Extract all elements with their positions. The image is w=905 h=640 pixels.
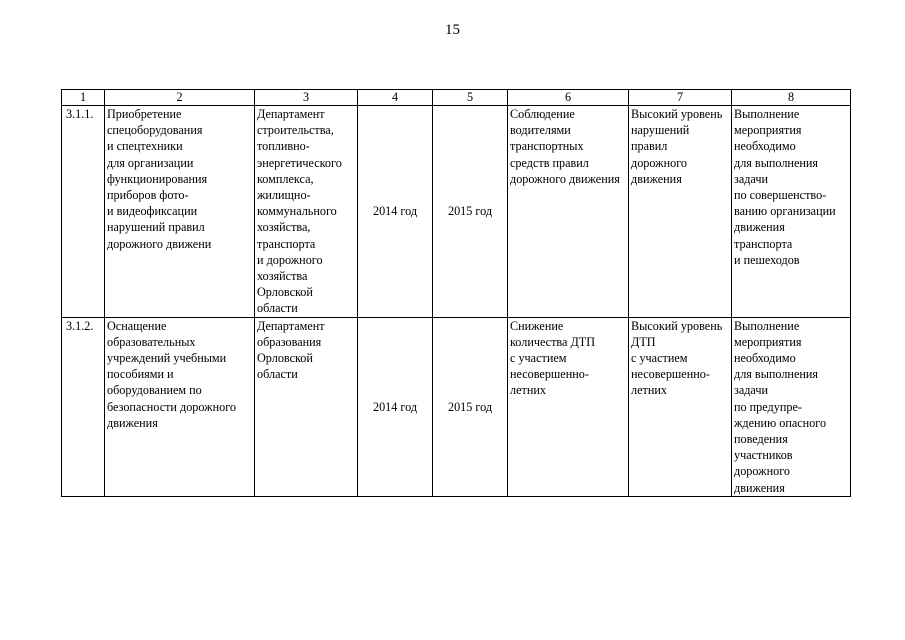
activity-number: 3.1.2.	[62, 317, 105, 496]
column-header: 3	[255, 90, 358, 106]
column-header: 2	[105, 90, 255, 106]
activity-name: Приобретение спецоборудования и спецтехники для организации функционирования приборов фото- и видеофиксации нарушений правил дорожного движени	[105, 106, 255, 318]
table-row	[62, 106, 851, 318]
activity-number: 3.1.1.	[62, 106, 105, 318]
column-number-row	[62, 90, 851, 106]
activity-name: Оснащение образовательных учреждений учебными пособиями и оборудованием по безопасности дорожного движения	[105, 317, 255, 496]
expected-result: Соблюдение водителями транспортных средств правил дорожного движения	[508, 106, 629, 318]
responsible-executor: Департамент образования Орловской области	[255, 317, 358, 496]
column-header: 6	[508, 90, 629, 106]
end-year: 2015 год	[433, 106, 508, 318]
table-row	[62, 317, 851, 496]
task-link: Выполнение мероприятия необходимо для выполнения задачи по предупре- ждению опасного поведения участников дорожного движения	[732, 317, 851, 496]
column-header: 7	[629, 90, 732, 106]
column-header: 4	[358, 90, 433, 106]
column-header: 1	[62, 90, 105, 106]
end-year: 2015 год	[433, 317, 508, 496]
non-implementation-consequence: Высокий уровень нарушений правил дорожного движения	[629, 106, 732, 318]
start-year: 2014 год	[358, 106, 433, 318]
expected-result: Снижение количества ДТП с участием несовершенно- летних	[508, 317, 629, 496]
start-year: 2014 год	[358, 317, 433, 496]
column-header: 8	[732, 90, 851, 106]
page-number: 15	[445, 22, 460, 38]
task-link: Выполнение мероприятия необходимо для выполнения задачи по совершенство- ванию организации движения транспорта и пешеходов	[732, 106, 851, 318]
column-header: 5	[433, 90, 508, 106]
program-activities-table	[61, 89, 851, 497]
non-implementation-consequence: Высокий уровень ДТП с участием несовершенно- летних	[629, 317, 732, 496]
responsible-executor: Департамент строительства, топливно- энергетического комплекса, жилищно- коммунального хозяйства, транспорта и дорожного хозяйства Орловской области	[255, 106, 358, 318]
